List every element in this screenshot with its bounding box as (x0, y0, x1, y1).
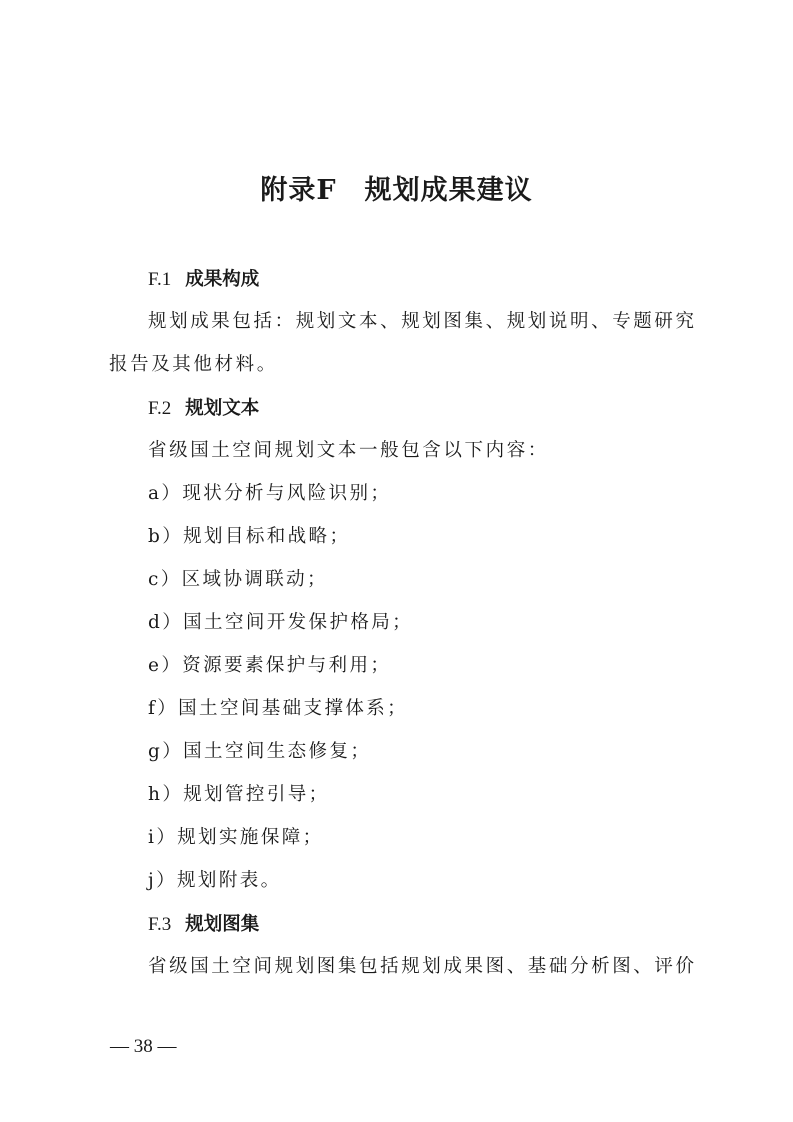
paragraph-line: 省级国土空间规划文本一般包含以下内容： (148, 440, 549, 461)
list-item: h）规划管控引导； (148, 784, 330, 805)
section-heading-f1 (148, 270, 259, 290)
list-item: a）现状分析与风险识别； (148, 483, 392, 504)
section-title: 成果构成 (185, 269, 260, 290)
section-heading-f2 (148, 399, 259, 419)
list-item: g）国土空间生态修复； (148, 741, 372, 762)
section-title: 规划图集 (185, 914, 260, 935)
section-title: 规划文本 (185, 398, 260, 419)
section-heading-f3 (148, 915, 259, 935)
list-item: j）规划附表。 (148, 870, 282, 891)
list-item: d）国土空间开发保护格局； (148, 612, 414, 633)
section-number: F.1 (148, 269, 172, 290)
page-number: — 38 — (110, 1036, 177, 1057)
section-number: F.3 (148, 914, 172, 935)
appendix-title: 附录F 规划成果建议 (260, 175, 533, 206)
list-item: f）国土空间基础支撑体系； (148, 698, 409, 719)
paragraph-line: 省级国土空间规划图集包括规划成果图、基础分析图、评价 (148, 956, 697, 977)
list-item: b）规划目标和战略； (148, 526, 351, 547)
list-item: e）资源要素保护与利用； (148, 655, 392, 676)
list-item: i）规划实施保障； (148, 827, 324, 848)
paragraph-line: 规划成果包括：规划文本、规划图集、规划说明、专题研究 (148, 311, 697, 332)
section-number: F.2 (148, 398, 172, 419)
paragraph-line: 报告及其他材料。 (109, 354, 278, 375)
list-item: c）区域协调联动； (148, 569, 328, 590)
